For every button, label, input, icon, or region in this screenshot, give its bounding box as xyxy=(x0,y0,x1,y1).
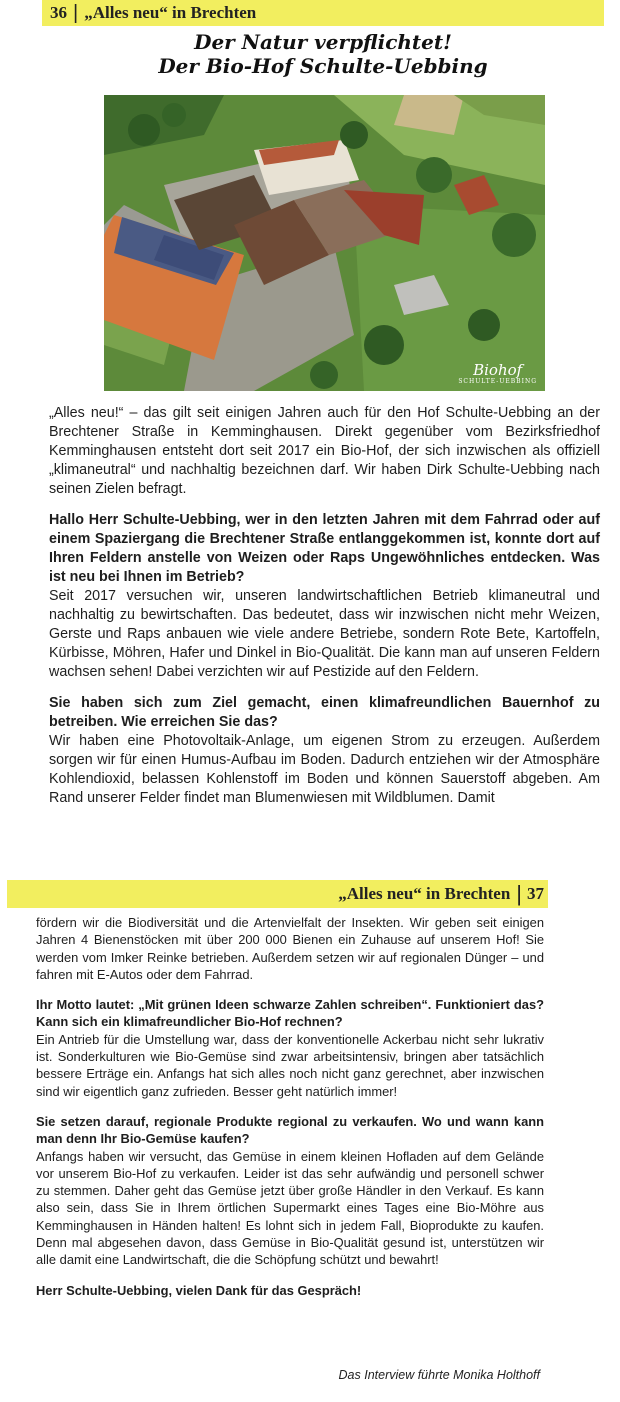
article-body-page-36 xyxy=(49,404,600,808)
byline: Das Interview führte Monika Holthoff xyxy=(338,1368,540,1382)
section-title: „Alles neu“ in Brechten xyxy=(338,884,511,903)
interview-answer: Seit 2017 versuchen wir, unseren landwirtschaftlichen Betrieb klimaneutral und nachhaltig zu bewirtschaften. Das bedeutet, dass wir inzwischen nicht mehr Weizen, Gerste und Raps anbauen wie viele andere Betriebe, sondern Rote Bete, Kartoffeln, Kürbisse, Möhren, Hafer und Dinkel in Bio-Qualität. Die kann man auf unseren Feldern wachsen sehen! Dabei verzichten wir auf Pestizide auf den Feldern. xyxy=(49,588,600,680)
farm-aerial-illustration xyxy=(104,95,545,391)
article-title xyxy=(42,30,604,78)
page-number: 37 xyxy=(527,884,544,903)
page-header-37 xyxy=(7,880,548,908)
interview-question: Ihr Motto lautet: „Mit grünen Ideen schwarze Zahlen schreiben“. Funktioniert das? Kann sich ein klimafreundlicher Bio-Hof rechnen? xyxy=(36,997,544,1030)
interview-answer: fördern wir die Biodiversität und die Artenvielfalt der Insekten. Wir geben seit einigen Jahren 4 Bienenstöcken mit über 200 000 Bienen ein Zuhause auf unserem Hof! Sie werden vom Imker Reinke betrieben. Außerdem setzen wir auf regionalen Dünger – und fahren mit E-Autos oder dem Fahrrad. xyxy=(36,915,544,982)
closing-line: Herr Schulte-Uebbing, vielen Dank für das Gespräch! xyxy=(36,1282,362,1298)
header-separator: | xyxy=(73,1,79,24)
interview-answer: Anfangs haben wir versucht, das Gemüse in einem kleinen Hofladen auf dem Gelände vor unserem Bio-Hof zu verkaufen. Leider ist das sehr aufwändig und personell schwer zu stemmen. Daher geht das Gemüse jetzt über große Händler in den Verkauf. Es kann also sein, dass Sie in Ihrem örtlichen Supermarkt eines Tages eine Bio-Möhre aus Kemminghausen in Händen halten! Es lohnt sich in jedem Fall, Bioprodukte zu kaufen. Denn mal abgesehen davon, dass Gemüse in Bio-Qualität gesund ist, unterstützen wir alle damit eine Landwirtschaft, die die Schöpfung schützt und bewahrt! xyxy=(36,1148,544,1268)
section-title: „Alles neu“ in Brechten xyxy=(84,3,257,22)
page-header-36 xyxy=(42,0,604,26)
title-line-2: Der Bio-Hof Schulte-Uebbing xyxy=(158,54,488,78)
interview-answer: Ein Antrieb für die Umstellung war, dass der konventionelle Ackerbau nicht sehr lukrativ ist. Sonderkulturen wie Bio-Gemüse sind zwar arbeitsintensiv, bringen aber tatsächlich bessere Erträge ein. Anfangs hat sich alles noch nicht ganz gerechnet, aber inzwischen sind wir eigentlich ganz zufrieden. Besser geht natürlich immer! xyxy=(36,1031,544,1099)
farm-aerial-photo xyxy=(104,95,545,391)
interview-question: Sie haben sich zum Ziel gemacht, einen klimafreundlichen Bauernhof zu betreiben. Wie erreichen Sie das? xyxy=(49,695,600,730)
page-number: 36 xyxy=(50,3,67,22)
title-line-1: Der Natur verpflichtet! xyxy=(194,30,452,54)
interview-answer: Wir haben eine Photovoltaik-Anlage, um eigenen Strom zu erzeugen. Außerdem sorgen wir für einen Humus-Aufbau im Boden. Dadurch entziehen wir der Atmosphäre Kohlendioxid, belassen Kohlenstoff im Boden und können Sauerstoff abgeben. Am Rand unserer Felder findet man Blumenwiesen mit Wildblumen. Damit xyxy=(49,733,600,806)
intro-paragraph: „Alles neu!“ – das gilt seit einigen Jahren auch für den Hof Schulte-Uebbing an der Brechtener Straße in Kemminghausen. Direkt gegenüber vom Bezirksfriedhof Kemminghausen entsteht dort seit 2017 ein Bio-Hof, der sich inzwischen als offiziell „klimaneutral“ und nachhaltig bezeichnen darf. Wir haben Dirk Schulte-Uebbing nach seinen Zielen befragt. xyxy=(49,405,600,497)
article-body-page-37 xyxy=(36,914,544,1299)
interview-question: Hallo Herr Schulte-Uebbing, wer in den letzten Jahren mit dem Fahrrad oder auf einem Spaziergang die Brechtener Straße entlanggekommen ist, konnte dort auf Ihren Feldern anstelle von Weizen oder Raps Ungewöhnliches entdecken. Was ist neu bei Ihnen im Betrieb? xyxy=(49,512,600,585)
interview-question: Sie setzen darauf, regionale Produkte regional zu verkaufen. Wo und wann kann man denn Ihr Bio-Gemüse kaufen? xyxy=(36,1113,544,1147)
header-separator: | xyxy=(516,881,522,906)
biohof-logo: Biohof SCHULTE-UEBBING xyxy=(458,361,537,385)
